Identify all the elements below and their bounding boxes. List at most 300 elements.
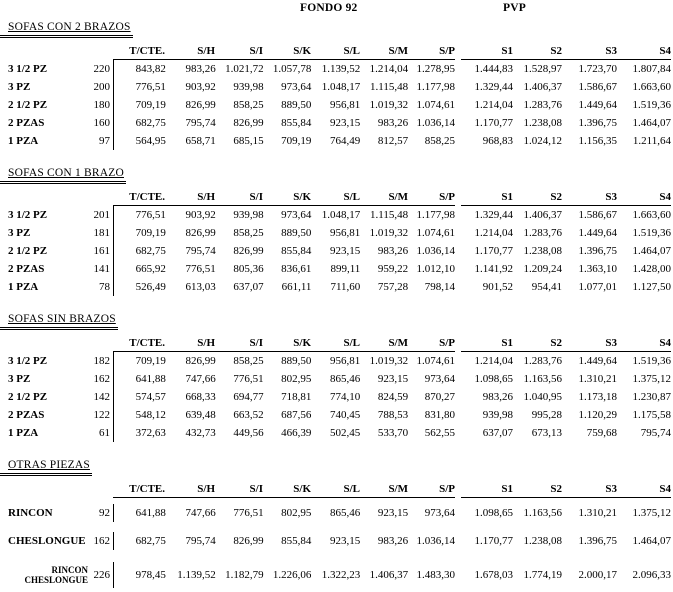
column-header: S4: [659, 483, 671, 495]
row-size: 180: [93, 99, 110, 111]
price-cell: 1.519,36: [632, 355, 671, 367]
fondo-price-group: [113, 370, 455, 388]
price-cell: 613,03: [185, 281, 216, 293]
table-row: [0, 562, 673, 588]
column-header: S/P: [439, 45, 455, 57]
table-header-row: [0, 482, 673, 498]
pvp-price-group: [461, 60, 671, 78]
row-label: 3 1/2 PZ: [8, 355, 48, 367]
price-cell: 903,92: [185, 209, 216, 221]
table-row: [0, 260, 673, 278]
price-cell: 663,52: [233, 409, 264, 421]
fondo-price-group: [113, 504, 455, 522]
column-header: S3: [605, 337, 617, 349]
row-label: RINCON: [8, 507, 53, 519]
row-size: 161: [93, 245, 110, 257]
section-title-row: [0, 17, 673, 38]
price-cell: 1.807,84: [632, 63, 671, 75]
price-cell: 776,51: [233, 373, 264, 385]
price-cell: 574,57: [135, 391, 166, 403]
section-title-row: [0, 163, 673, 184]
pvp-column-group-header: [461, 483, 671, 498]
row-size: 141: [93, 263, 110, 275]
price-cell: 564,95: [135, 135, 166, 147]
price-cell: 637,07: [482, 427, 513, 439]
table-row: [0, 96, 673, 114]
price-cell: 1.283,76: [523, 227, 562, 239]
price-cell: 1.310,21: [578, 507, 617, 519]
price-cell: 1.230,87: [632, 391, 671, 403]
price-cell: 1.283,76: [523, 99, 562, 111]
price-cell: 1.021,72: [225, 63, 264, 75]
price-cell: 668,33: [185, 391, 216, 403]
price-cell: 1.396,75: [578, 245, 617, 257]
table-row: [0, 352, 673, 370]
price-cell: 968,83: [482, 135, 513, 147]
table-header-row: [0, 190, 673, 206]
table-row: [0, 114, 673, 132]
fondo-price-group: [113, 60, 455, 78]
price-cell: 826,99: [185, 227, 216, 239]
price-cell: 802,95: [281, 507, 312, 519]
price-cell: 899,11: [330, 263, 361, 275]
price-cell: 776,51: [135, 81, 166, 93]
price-cell: 1.238,08: [523, 245, 562, 257]
price-cell: 687,56: [281, 409, 312, 421]
pvp-price-group: [461, 78, 671, 96]
price-cell: 1.464,07: [632, 535, 671, 547]
price-cell: 795,74: [185, 245, 216, 257]
pvp-price-group: [461, 242, 671, 260]
price-cell: 795,74: [640, 427, 671, 439]
table-row: [0, 224, 673, 242]
price-cell: 562,55: [424, 427, 455, 439]
price-cell: 824,59: [377, 391, 409, 403]
column-header: S2: [550, 483, 562, 495]
price-cell: 1.406,37: [523, 81, 562, 93]
price-cell: 759,68: [586, 427, 617, 439]
price-cell: 1.177,98: [416, 81, 455, 93]
price-cell: 466,39: [281, 427, 312, 439]
price-cell: 1.322,23: [321, 569, 361, 581]
price-cell: 1.177,98: [416, 209, 455, 221]
fondo-price-group: [113, 206, 455, 224]
price-cell: 1.519,36: [632, 227, 671, 239]
price-cell: 1.363,10: [578, 263, 617, 275]
column-header: S/I: [249, 45, 263, 57]
price-cell: 973,64: [281, 81, 312, 93]
column-header: S1: [501, 191, 513, 203]
price-cell: 1.214,04: [474, 355, 513, 367]
fondo-price-group: [113, 260, 455, 278]
fondo-price-group: [113, 224, 455, 242]
row-label: 1 PZA: [8, 427, 39, 439]
price-cell: 1.464,07: [632, 117, 671, 129]
price-cell: 449,56: [233, 427, 264, 439]
price-cell: 1.024,12: [523, 135, 562, 147]
price-cell: 1.774,19: [523, 569, 562, 581]
table-row: [0, 278, 673, 296]
price-cell: 1.406,37: [369, 569, 409, 581]
price-cell: 1.214,04: [474, 99, 513, 111]
price-cell: 682,75: [135, 245, 166, 257]
column-header: S/H: [197, 483, 215, 495]
pvp-price-group: [461, 504, 671, 522]
price-cell: 959,22: [377, 263, 409, 275]
price-cell: 637,07: [233, 281, 264, 293]
row-label: CHESLONGUE: [8, 535, 86, 547]
row-label: 1 PZA: [8, 135, 39, 147]
price-cell: 826,99: [233, 117, 264, 129]
row-size: 162: [93, 373, 110, 385]
row-label: 3 PZ: [8, 373, 31, 385]
price-cell: 858,25: [424, 135, 455, 147]
row-size: 226: [93, 569, 110, 581]
pvp-price-group: [461, 260, 671, 278]
price-cell: 1.074,61: [416, 227, 455, 239]
price-cell: 694,77: [233, 391, 264, 403]
price-cell: 1.115,48: [370, 81, 409, 93]
fondo-92-header: FONDO 92: [300, 2, 358, 14]
price-cell: 858,25: [233, 99, 264, 111]
row-label: 1 PZA: [8, 281, 39, 293]
row-label: RINCON CHESLONGUE: [24, 565, 88, 585]
price-cell: 1.019,32: [369, 355, 409, 367]
row-size: 122: [93, 409, 110, 421]
price-cell: 673,13: [531, 427, 562, 439]
price-cell: 1.036,14: [416, 245, 455, 257]
price-cell: 1.396,75: [578, 535, 617, 547]
price-cell: 1.375,12: [632, 507, 671, 519]
price-cell: 1.139,52: [177, 569, 216, 581]
price-cell: 858,25: [233, 227, 264, 239]
row-size: 182: [93, 355, 110, 367]
pvp-price-group: [461, 352, 671, 370]
price-cell: 1.483,30: [416, 569, 455, 581]
table-header-row: [0, 44, 673, 60]
price-cell: 1.170,77: [474, 245, 513, 257]
price-cell: 709,19: [135, 227, 166, 239]
price-cell: 795,74: [185, 117, 216, 129]
pvp-price-group: [461, 370, 671, 388]
price-cell: 865,46: [330, 373, 361, 385]
column-header: S/M: [388, 45, 408, 57]
fondo-price-group: [113, 96, 455, 114]
column-header: S2: [550, 337, 562, 349]
fondo-price-group: [113, 388, 455, 406]
fondo-price-group: [113, 532, 455, 550]
price-table-section: [0, 17, 673, 150]
price-cell: 1.238,08: [523, 117, 562, 129]
price-cell: 533,70: [377, 427, 409, 439]
row-label: 2 1/2 PZ: [8, 245, 48, 257]
price-cell: 1.238,08: [523, 535, 562, 547]
section-title: SOFAS SIN BRAZOS: [0, 313, 118, 330]
fondo-price-group: [113, 406, 455, 424]
price-cell: 1.040,95: [523, 391, 562, 403]
table-row: [0, 406, 673, 424]
row-label: 2 1/2 PZ: [8, 99, 48, 111]
price-cell: 1.170,77: [474, 117, 513, 129]
fondo-price-group: [113, 78, 455, 96]
price-cell: 776,51: [233, 507, 264, 519]
price-cell: 740,45: [330, 409, 361, 421]
row-size: 201: [93, 209, 110, 221]
price-cell: 978,45: [135, 569, 166, 581]
fondo-column-group-header: [113, 45, 455, 60]
price-cell: 1.139,52: [321, 63, 361, 75]
price-cell: 1.226,06: [272, 569, 312, 581]
price-cell: 776,51: [185, 263, 216, 275]
price-cell: 776,51: [135, 209, 166, 221]
price-cell: 1.283,76: [523, 355, 562, 367]
fondo-price-group: [113, 424, 455, 442]
fondo-price-group: [113, 132, 455, 150]
price-cell: 1.036,14: [416, 535, 455, 547]
price-cell: 956,81: [330, 227, 361, 239]
row-label: 3 PZ: [8, 81, 31, 93]
price-cell: 1.663,60: [632, 209, 671, 221]
table-row: [0, 370, 673, 388]
price-cell: 855,84: [281, 245, 312, 257]
price-cell: 826,99: [233, 535, 264, 547]
table-row: [0, 242, 673, 260]
column-header: S/P: [439, 337, 455, 349]
price-cell: 685,15: [233, 135, 264, 147]
price-cell: 1.120,29: [578, 409, 617, 421]
price-cell: 1.464,07: [632, 245, 671, 257]
pvp-column-group-header: [461, 191, 671, 206]
column-header: S/K: [293, 45, 311, 57]
pvp-price-group: [461, 278, 671, 296]
price-cell: 526,49: [135, 281, 166, 293]
row-label: 2 PZAS: [8, 117, 45, 129]
row-label: 2 PZAS: [8, 263, 45, 275]
price-cell: 1.098,65: [474, 373, 513, 385]
pvp-price-group: [461, 406, 671, 424]
table-header-row: [0, 336, 673, 352]
price-cell: 831,80: [424, 409, 455, 421]
section-title: SOFAS CON 2 BRAZOS: [0, 21, 133, 38]
price-cell: 548,12: [135, 409, 166, 421]
price-cell: 747,66: [185, 373, 216, 385]
price-cell: 1.209,24: [523, 263, 562, 275]
price-cell: 1.528,97: [523, 63, 562, 75]
row-size: 200: [93, 81, 110, 93]
table-row: [0, 206, 673, 224]
pvp-price-group: [461, 96, 671, 114]
column-header: S/L: [343, 337, 360, 349]
price-cell: 1.214,04: [474, 227, 513, 239]
pvp-column-group-header: [461, 337, 671, 352]
pvp-price-group: [461, 562, 671, 588]
column-header: S/K: [293, 337, 311, 349]
pvp-price-group: [461, 532, 671, 550]
price-cell: 855,84: [281, 535, 312, 547]
column-header: S/P: [439, 191, 455, 203]
price-cell: 826,99: [185, 355, 216, 367]
price-cell: 709,19: [135, 355, 166, 367]
section-title-row: [0, 309, 673, 330]
price-cell: 682,75: [135, 117, 166, 129]
section-title-row: [0, 455, 673, 476]
row-size: 78: [99, 281, 110, 293]
price-cell: 764,49: [330, 135, 361, 147]
price-cell: 1.074,61: [416, 355, 455, 367]
price-cell: 774,10: [330, 391, 361, 403]
row-label: 3 1/2 PZ: [8, 63, 48, 75]
price-cell: 1.098,65: [474, 507, 513, 519]
table-row: [0, 78, 673, 96]
price-cell: 939,98: [482, 409, 513, 421]
pvp-price-group: [461, 224, 671, 242]
table-row: [0, 532, 673, 550]
fondo-price-group: [113, 352, 455, 370]
column-header: S/M: [388, 337, 408, 349]
price-cell: 641,88: [135, 507, 166, 519]
column-header: S/L: [343, 483, 360, 495]
price-cell: 1.678,03: [474, 569, 513, 581]
column-header: S1: [501, 337, 513, 349]
price-cell: 956,81: [330, 355, 361, 367]
column-header: T/CTE.: [129, 483, 165, 495]
row-label: 3 PZ: [8, 227, 31, 239]
price-cell: 983,26: [377, 535, 409, 547]
price-cell: 709,19: [135, 99, 166, 111]
price-cell: 1.375,12: [632, 373, 671, 385]
price-cell: 983,26: [377, 245, 409, 257]
price-cell: 1.036,14: [416, 117, 455, 129]
row-size: 181: [93, 227, 110, 239]
price-cell: 1.163,56: [523, 507, 562, 519]
price-cell: 747,66: [185, 507, 216, 519]
column-header: S/I: [249, 337, 263, 349]
row-size: 142: [93, 391, 110, 403]
price-cell: 923,15: [330, 535, 361, 547]
price-cell: 865,46: [330, 507, 361, 519]
price-cell: 1.019,32: [369, 99, 409, 111]
price-cell: 889,50: [281, 355, 312, 367]
price-cell: 983,26: [482, 391, 513, 403]
fondo-price-group: [113, 278, 455, 296]
price-cell: 757,28: [377, 281, 409, 293]
table-row: [0, 388, 673, 406]
row-label: 2 PZAS: [8, 409, 45, 421]
row-size: 97: [99, 135, 110, 147]
price-cell: 641,88: [135, 373, 166, 385]
price-cell: 372,63: [135, 427, 166, 439]
price-cell: 812,57: [377, 135, 409, 147]
price-cell: 1.048,17: [321, 209, 361, 221]
column-header: S/L: [343, 191, 360, 203]
price-cell: 901,52: [482, 281, 513, 293]
row-label: 2 1/2 PZ: [8, 391, 48, 403]
price-table-section: [0, 309, 673, 442]
price-cell: 855,84: [281, 117, 312, 129]
price-cell: 983,26: [185, 63, 216, 75]
price-cell: 1.019,32: [369, 227, 409, 239]
price-cell: 1.519,36: [632, 99, 671, 111]
price-cell: 843,82: [135, 63, 166, 75]
price-cell: 983,26: [377, 117, 409, 129]
column-header: S/M: [388, 191, 408, 203]
fondo-column-group-header: [113, 191, 455, 206]
column-header: S3: [605, 191, 617, 203]
column-header: S2: [550, 191, 562, 203]
price-cell: 1.170,77: [474, 535, 513, 547]
price-cell: 1.586,67: [578, 209, 617, 221]
price-cell: 973,64: [424, 507, 455, 519]
price-cell: 711,60: [330, 281, 361, 293]
row-size: 61: [99, 427, 110, 439]
price-cell: 1.182,79: [225, 569, 264, 581]
price-cell: 889,50: [281, 227, 312, 239]
table-row: [0, 424, 673, 442]
table-row: [0, 60, 673, 78]
price-cell: 1.173,18: [578, 391, 617, 403]
column-header: S4: [659, 191, 671, 203]
price-cell: 1.163,56: [523, 373, 562, 385]
pvp-price-group: [461, 132, 671, 150]
price-cell: 1.115,48: [370, 209, 409, 221]
price-cell: 1.396,75: [578, 117, 617, 129]
price-cell: 973,64: [424, 373, 455, 385]
price-cell: 1.444,83: [474, 63, 513, 75]
price-cell: 658,71: [185, 135, 216, 147]
price-cell: 870,27: [424, 391, 455, 403]
price-cell: 1.057,78: [272, 63, 312, 75]
fondo-column-group-header: [113, 483, 455, 498]
column-header: S1: [501, 483, 513, 495]
column-header: S/P: [439, 483, 455, 495]
price-cell: 956,81: [330, 99, 361, 111]
price-cell: 1.310,21: [578, 373, 617, 385]
price-cell: 1.449,64: [578, 99, 617, 111]
column-header: S/L: [343, 45, 360, 57]
column-header: S/K: [293, 191, 311, 203]
price-cell: 1.211,64: [632, 135, 671, 147]
row-size: 160: [93, 117, 110, 129]
column-header: S1: [501, 45, 513, 57]
price-cell: 826,99: [233, 245, 264, 257]
price-cell: 1.329,44: [474, 81, 513, 93]
price-cell: 1.449,64: [578, 227, 617, 239]
price-cell: 798,14: [424, 281, 455, 293]
price-cell: 1.012,10: [416, 263, 455, 275]
pvp-price-group: [461, 114, 671, 132]
price-cell: 718,81: [281, 391, 312, 403]
price-cell: 682,75: [135, 535, 166, 547]
row-label: 3 1/2 PZ: [8, 209, 48, 221]
section-title: SOFAS CON 1 BRAZO: [0, 167, 126, 184]
column-header: S/H: [197, 337, 215, 349]
row-size: 220: [93, 63, 110, 75]
price-cell: 923,15: [377, 373, 409, 385]
price-cell: 1.406,37: [523, 209, 562, 221]
price-table-section: [0, 163, 673, 296]
price-cell: 665,92: [135, 263, 166, 275]
column-header: T/CTE.: [129, 45, 165, 57]
column-header: S3: [605, 45, 617, 57]
price-cell: 923,15: [330, 245, 361, 257]
table-row: [0, 132, 673, 150]
pvp-price-group: [461, 424, 671, 442]
column-header: S4: [659, 45, 671, 57]
price-cell: 954,41: [531, 281, 562, 293]
price-cell: 432,73: [185, 427, 216, 439]
price-cell: 1.175,58: [632, 409, 671, 421]
pvp-column-group-header: [461, 45, 671, 60]
